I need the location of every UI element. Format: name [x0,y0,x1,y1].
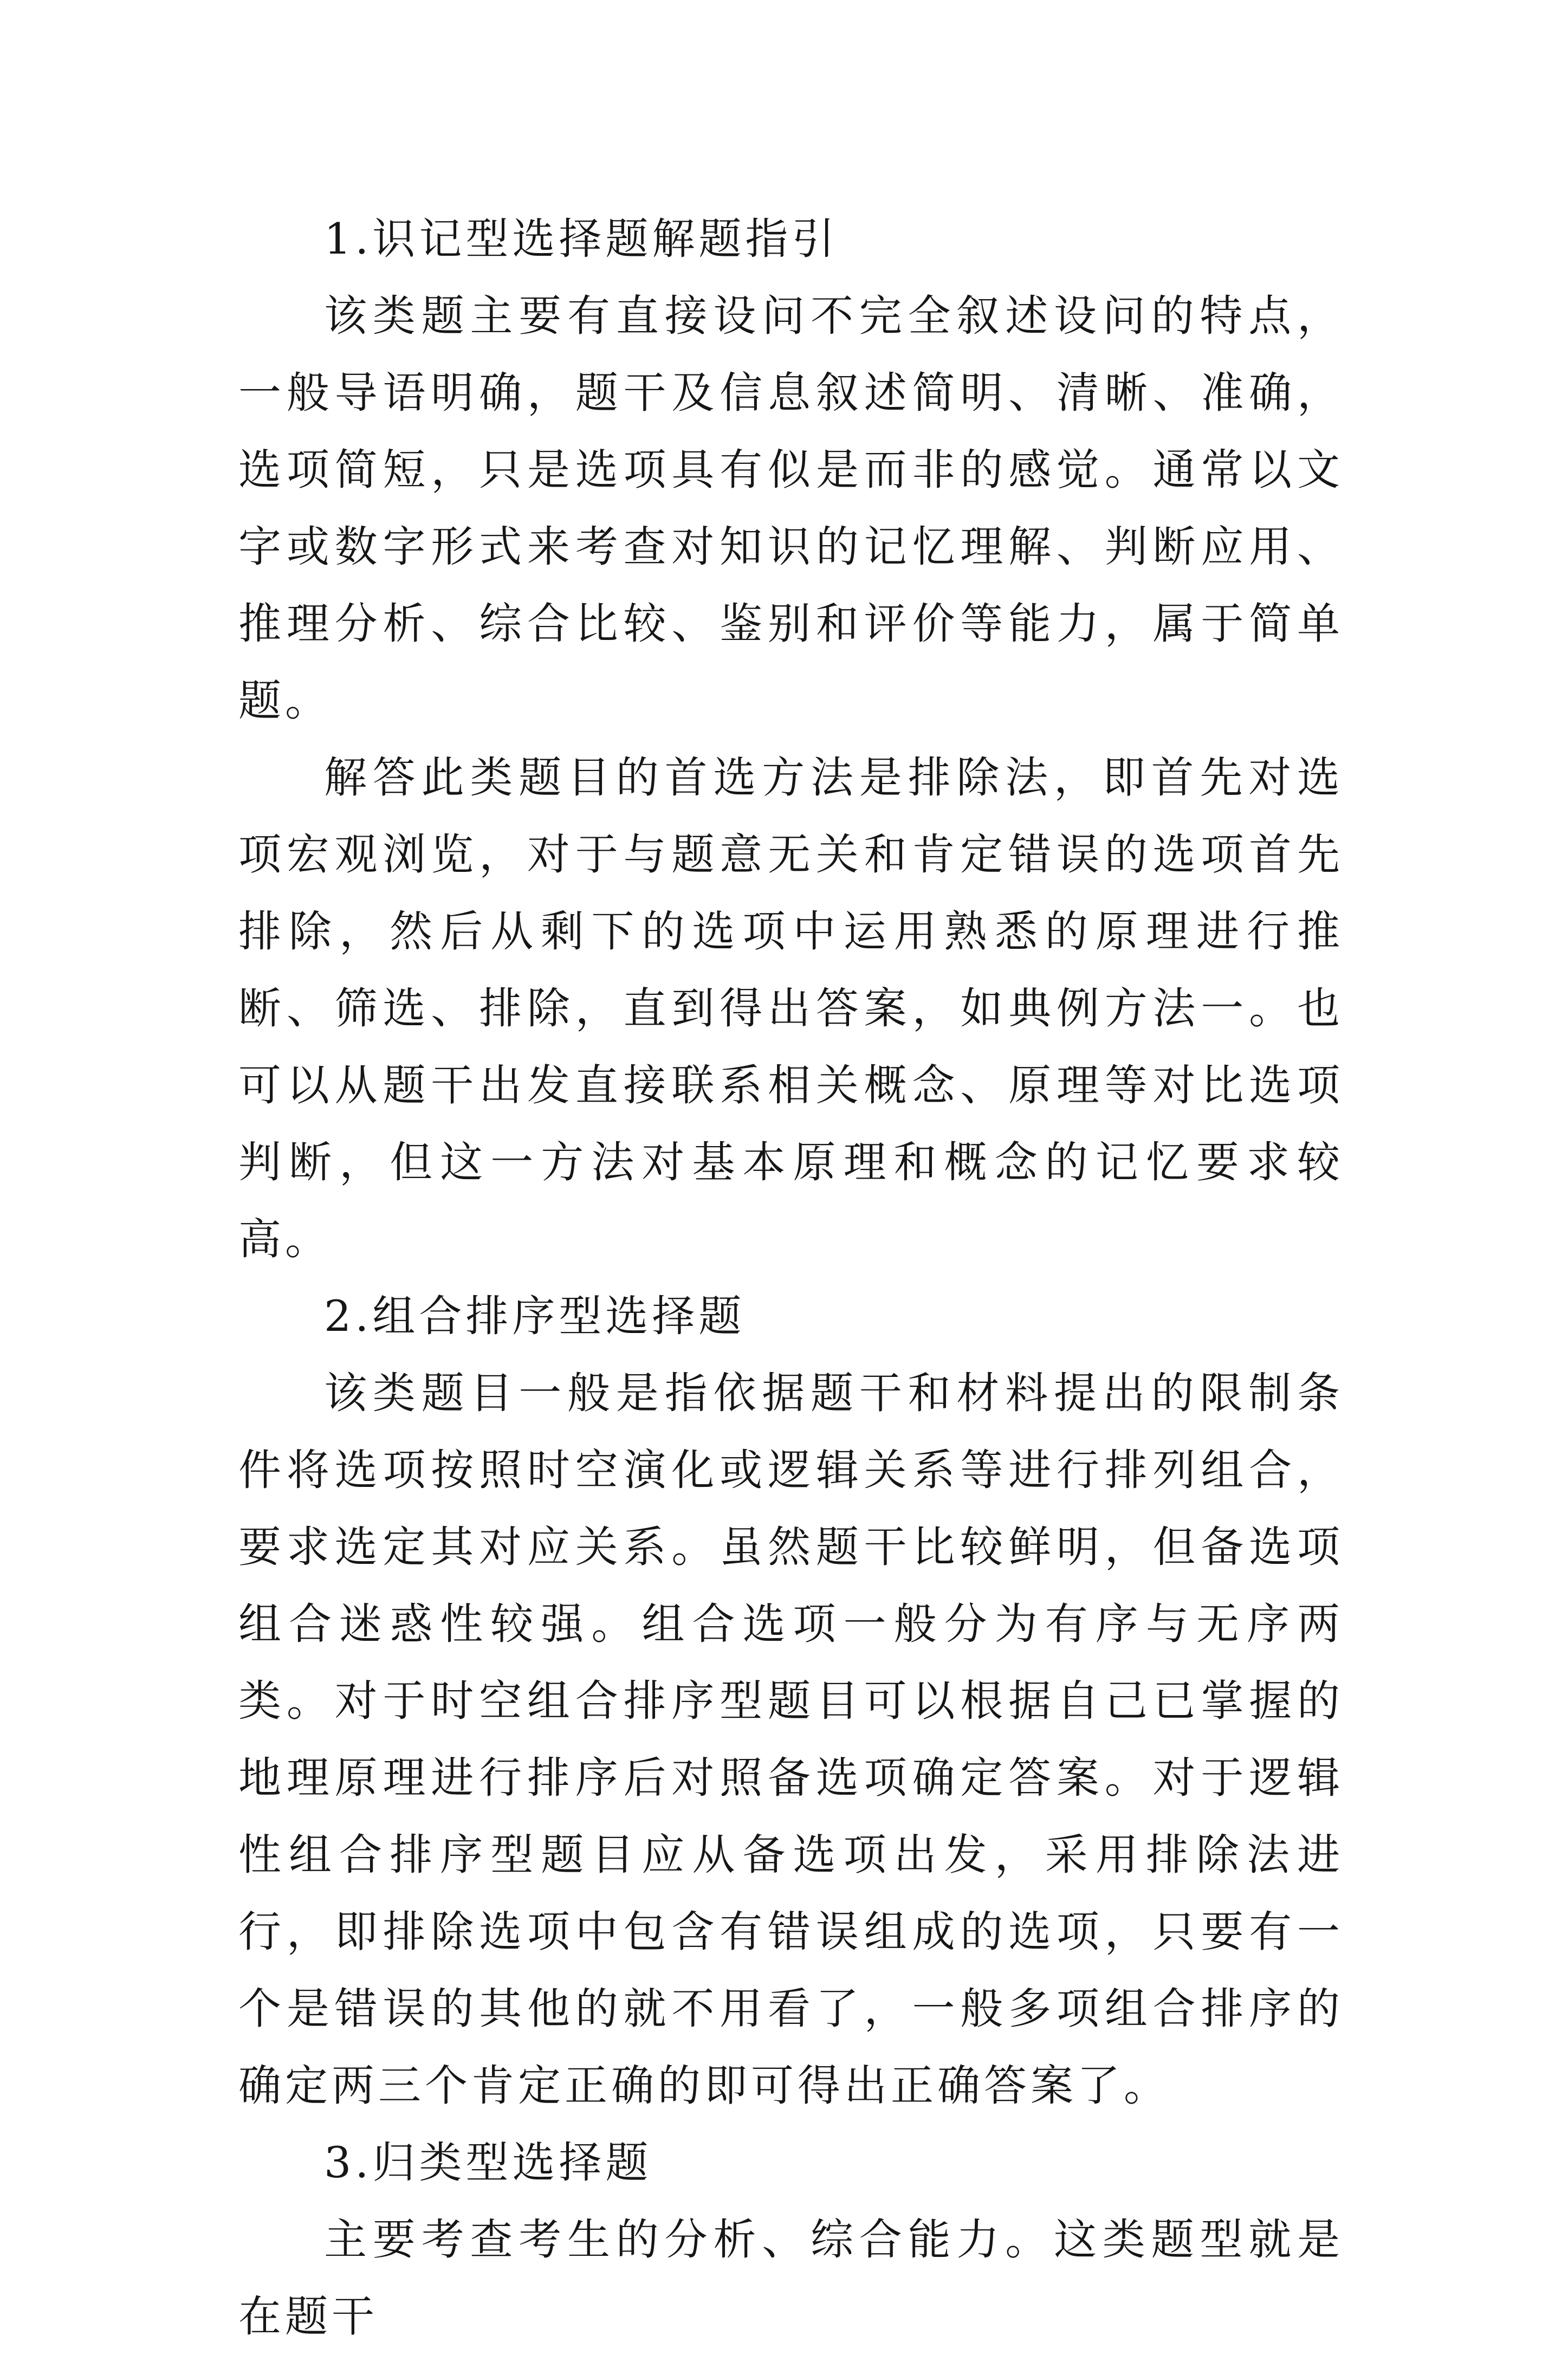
section-heading-2: 2.组合排序型选择题 [324,1291,746,1341]
paragraph-1: 该类题主要有直接设问不完全叙述设问的特点，一般导语明确，题干及信息叙述简明、清晰、准确，选项简短，只是选项具有似是而非的感觉。通常以文字或数字形式来考查对知识的记忆理解、判断应用、推理分析、综合比较、鉴别和评价等能力，属于简单题。 [238,291,1344,726]
section-heading-1: 1.识记型选择题解题指引 [324,214,839,264]
paragraph-3: 该类题目一般是指依据题干和材料提出的限制条件将选项按照时空演化或逻辑关系等进行排列组合，要求选定其对应关系。虽然题干比较鲜明，但备选项组合迷惑性较强。组合选项一般分为有序与无序两类。对于时空组合排序型题目可以根据自己已掌握的地理原理进行排序后对照备选项确定答案。对于逻辑性组合排序型题目应从备选项出发，采用排除法进行，即排除选项中包含有错误组成的选项，只要有一个是错误的其他的就不用看了，一般多项组合排序的确定两三个肯定正确的即可得出正确答案了。 [238,1368,1344,2111]
paragraph-2: 解答此类题目的首选方法是排除法，即首先对选项宏观浏览，对于与题意无关和肯定错误的选项首先排除，然后从剩下的选项中运用熟悉的原理进行推断、筛选、排除，直到得出答案，如典例方法一。也可以从题干出发直接联系相关概念、原理等对比选项判断，但这一方法对基本原理和概念的记忆要求较高。 [238,753,1344,1264]
section-heading-3: 3.归类型选择题 [324,2138,652,2188]
paragraph-4: 主要考查考生的分析、综合能力。这类题型就是在题干 [238,2215,1344,2341]
document-body [238,200,1344,2355]
